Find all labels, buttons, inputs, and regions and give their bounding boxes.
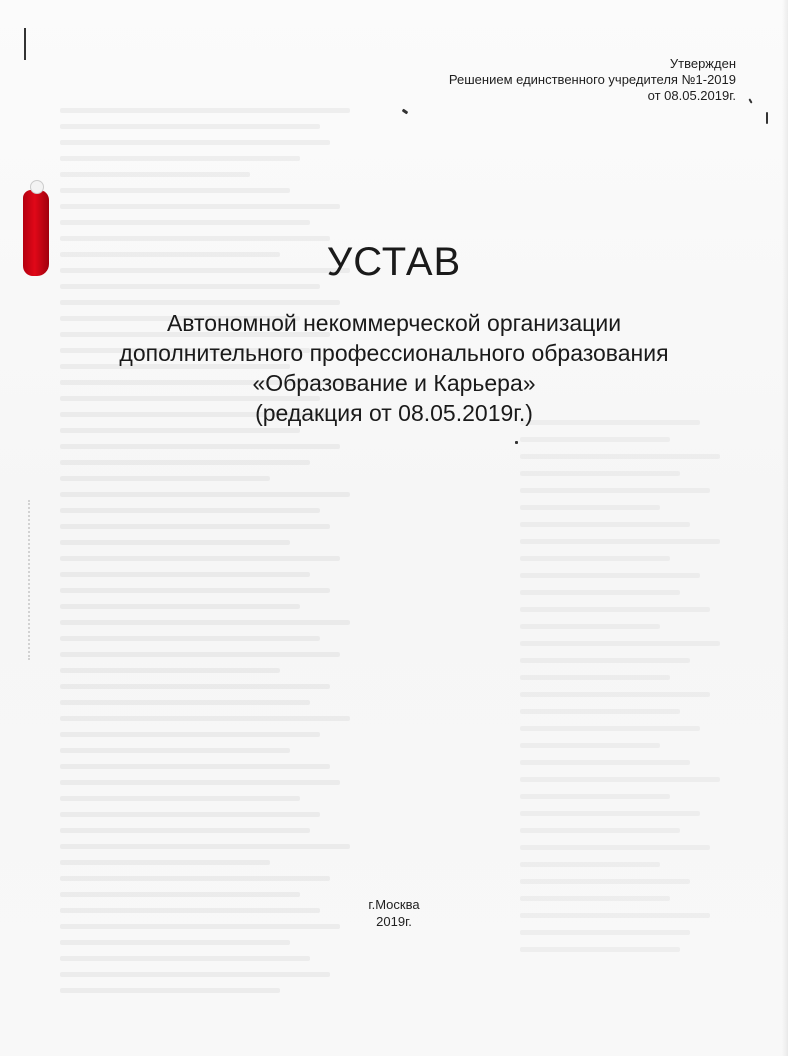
bleed-through-text-right [520,420,730,964]
ribbon-knot [30,180,44,194]
footer-block [0,896,788,930]
year: 2019г. [376,914,412,929]
approval-block [449,56,736,104]
approval-label: Утвержден [669,56,736,71]
approval-date: от 08.05.2019г. [647,88,736,103]
document-title: УСТАВ [326,240,462,284]
org-type-line: Автономной некоммерческой организации [166,310,622,336]
scan-speck [748,98,752,103]
edition-line: (редакция от 08.05.2019г.) [255,400,533,426]
org-name-line: «Образование и Карьера» [252,370,536,396]
binding-stitch [28,500,34,660]
city: г.Москва [368,897,420,912]
scan-speck [766,112,768,124]
scan-speck [515,441,518,444]
scan-mark [24,28,26,60]
org-education-line: дополнительного профессионального образования [119,340,669,366]
approval-decision: Решением единственного учредителя №1-2019 [448,72,736,87]
scan-speck [402,109,409,115]
title-block [0,238,788,428]
